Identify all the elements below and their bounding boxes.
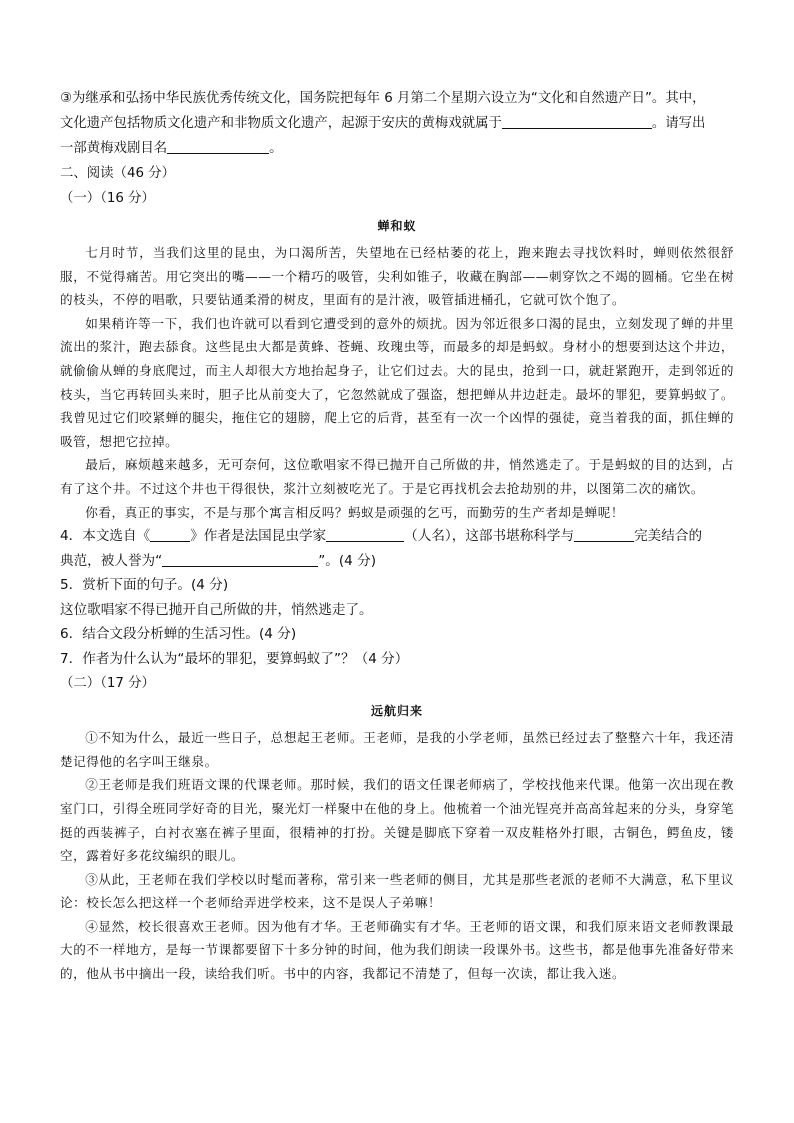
passage-2-paragraph: ④显然，校长很喜欢王老师。因为他有才华。王老师确实有才华。王老师的语文课，和我们原来语文老师教课最大的不一样地方，是每一节课都要留下十多分钟的时间，他为我们朗读一段课外书。这些书，都是他事先准备好带来的，他从书中摘出一段，读给我们听。书中的内容，我都记不清楚了，但每一次读，都让我入迷。 — [60, 918, 734, 982]
q3-text-3: 。请写出 — [651, 116, 706, 131]
passage-1-paragraph: 最后，麻烦越来越多，无可奈何，这位歌唱家不得已抛开自己所做的井，悄然逃走了。于是蚂蚁的目的达到，占有了这个井。不过这个井也干得很快，浆汁立刻被吃光了。于是它再找机会去抢劫别的井，以图第二次的痛饮。 — [60, 457, 734, 496]
q4-text-2: 》作者是法国昆虫学家 — [190, 528, 327, 545]
passage-1-paragraph: 如果稍许等一下，我们也许就可以看到它遭受到的意外的烦扰。因为邻近很多口渴的昆虫，立刻发现了蝉的井里流出的浆汁，跑去舔食。这些昆虫大都是黄蜂、苍蝇、玫瑰虫等，而最多的却是蚂蚁。身材小的想要到达这个井边，就偷偷从蝉的身底爬过，而主人却很大方地抬起身子，让它们过去。大的昆虫，抢到一口，就赶紧跑开，走到邻近的枝头，当它再转回头来时，胆子比从前变大了，它忽然就成了强盗，想把蝉从井边赶走。最坏的罪犯，要算蚂蚁了。我曾见过它们咬紧蝉的腿尖，拖住它的翅膀，爬上它的后背，甚至有一次一个凶悍的强徒，竟当着我的面，抓住蝉的吸管，想把它拉掉。 — [60, 315, 734, 449]
q3-text-2: 文化遗产包括物质文化遗产和非物质文化遗产，起源于安庆的黄梅戏就属于 — [60, 116, 502, 131]
q3-line-2 — [60, 111, 734, 136]
question-5: 5．赏析下面的句子。(4 分) — [60, 577, 229, 594]
answer-blank-opera-type[interactable] — [502, 114, 652, 129]
passage-2-paragraph: ①不知为什么，最近一些日子，总想起王老师。王老师，是我的小学老师，虽然已经过去了整整六十年，我还清楚记得他的名字叫王继泉。 — [60, 730, 734, 769]
answer-blank-nickname[interactable] — [162, 552, 318, 567]
q3-line-1 — [60, 86, 734, 111]
passage-2-body — [60, 726, 734, 986]
part-1-heading: （一）（16 分） — [60, 191, 155, 206]
passage-1-title: 蝉和蚁 — [377, 219, 417, 233]
passage-2-paragraph: ③从此，王老师在我们学校以时髦而著称，常引来一些老师的侧目，尤其是那些老派的老师不大满意，私下里议论：校长怎么把这样一个老师给弄进学校来，这不是误人子弟嘛！ — [60, 871, 734, 911]
answer-blank-opera-title[interactable] — [167, 139, 269, 154]
answer-blank-science[interactable] — [574, 527, 634, 542]
passage-1-body — [60, 241, 734, 524]
q3-text-4: 一部黄梅戏剧目名 — [60, 141, 168, 156]
section-2-heading: 二、阅读（46 分） — [60, 166, 176, 181]
q4-text-6: ”。(4 分) — [318, 552, 377, 569]
passage-1-paragraph: 七月时节，当我们这里的昆虫，为口渴所苦，失望地在已经枯萎的花上，跑来跑去寻找饮料时，蝉则依然很舒服，不觉得痛苦。用它突出的嘴——一个精巧的吸管，尖利如锥子，收藏在胸部——刺穿饮之不竭的圆桶。它坐在树的枝头，不停的唱歌，只要钻通柔滑的树皮，里面有的是汁液，吸管插进桶孔，它就可饮个饱了。 — [60, 245, 734, 308]
question-3-block — [60, 86, 734, 161]
question-6: 6．结合文段分析蝉的生活习性。(4 分) — [60, 626, 297, 643]
passage-2-paragraph: ②王老师是我们班语文课的代课老师。那时候，我们的语文任课老师病了，学校找他来代课。他第一次出现在教室门口，引得全班同学好奇的目光，聚光灯一样聚中在他的身上。他梳着一个油光锃亮并高高耸起来的分头，身穿笔挺的西装裤子，白衬衣塞在裤子里面，很精神的打扮。关键是脚底下穿着一双皮鞋格外打眼，古铜色，鳄鱼皮，镂空，露着好多花纹编织的眼儿。 — [60, 777, 734, 864]
question-4-line-1 — [60, 524, 734, 549]
question-5-sentence: 这位歌唱家不得已抛开自己所做的井，悄然逃走了。 — [60, 601, 373, 618]
q4-text-5: 典范，被人誉为“ — [60, 552, 163, 569]
q4-text-1: 4．本文选自《 — [60, 528, 151, 545]
answer-blank-author[interactable] — [326, 527, 404, 542]
q3-text-1: ③为继承和弘扬中华民族优秀传统文化，国务院把每年 6 月第二个星期六设立为“文化和自然遗产日”。其中， — [60, 91, 706, 106]
q3-text-5: 。 — [269, 141, 283, 156]
q4-text-3: （人名），这部书堪称科学与 — [404, 528, 575, 545]
question-7: 7．作者为什么认为“最坏的罪犯，要算蚂蚁了”？（4 分） — [60, 650, 409, 667]
q3-line-3 — [60, 136, 734, 161]
answer-blank-book[interactable] — [150, 527, 190, 542]
exam-page — [60, 86, 734, 986]
question-4-line-2 — [60, 549, 734, 574]
passage-1-paragraph: 你看，真正的事实，不是与那个寓言相反吗？蚂蚁是顽强的乞丐，而勤劳的生产者却是蝉呢！ — [85, 504, 625, 520]
q4-text-4: 完美结合的 — [634, 528, 703, 545]
part-2-heading: （二）（17 分） — [60, 676, 155, 692]
passage-2-title: 远航归来 — [370, 704, 423, 719]
